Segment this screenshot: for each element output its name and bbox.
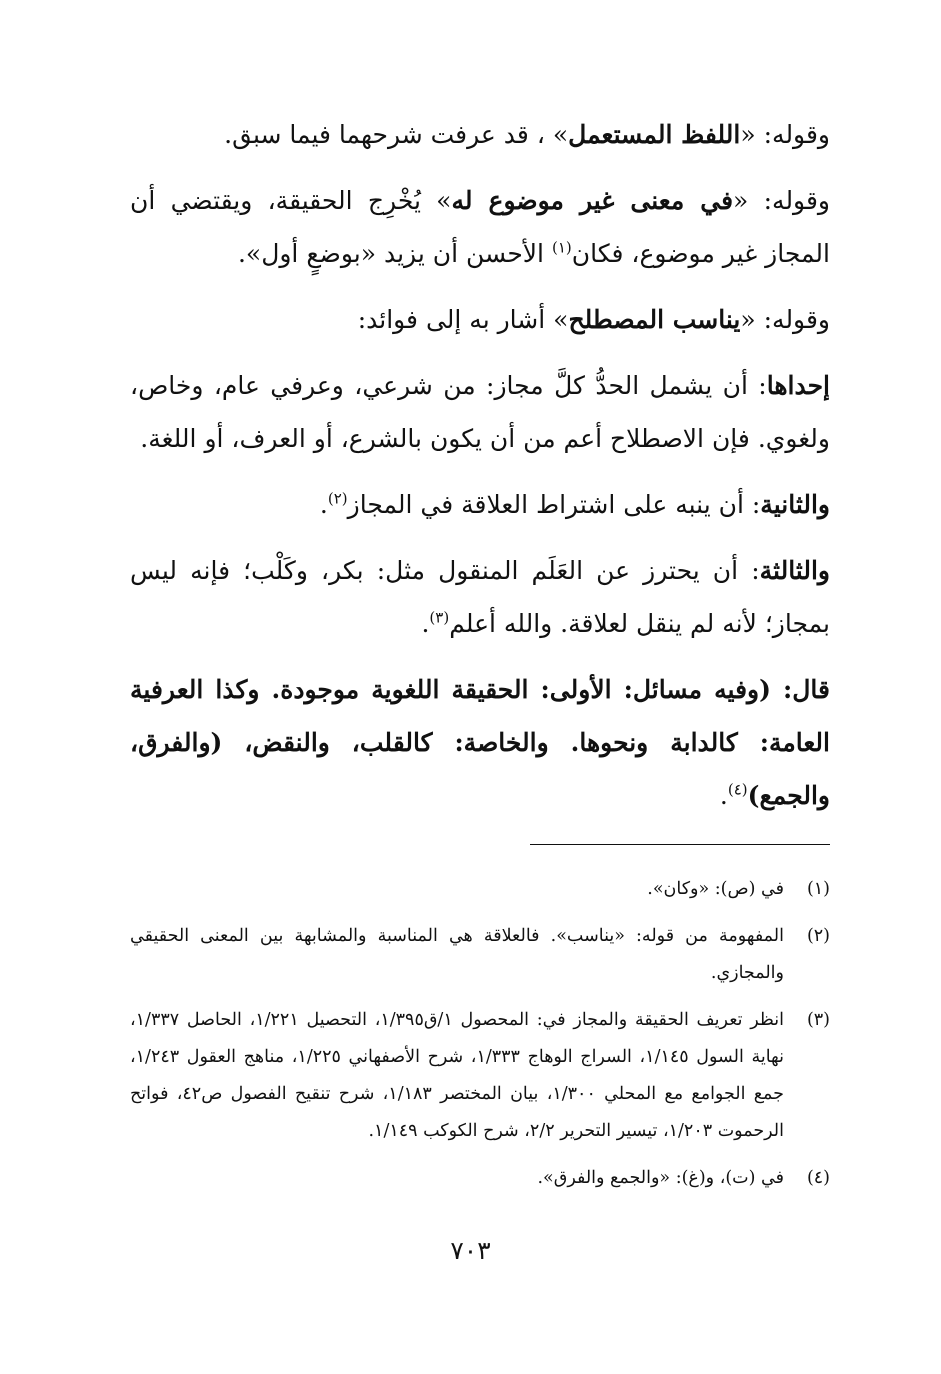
footnote-number: (٤) (806, 1168, 830, 1188)
footnote-4 (130, 1160, 830, 1197)
text-run: : أن يشمل الحدُّ كلَّ مجاز: من شرعي، وعرفي عام، وخاص، ولغوي. فإن الاصطلاح أعم من أن يكون بالشرع، أو العرف، أو اللغة. (130, 371, 830, 453)
footnote-text: في (ت)، و(غ): «والجمع والفرق». (537, 1168, 784, 1188)
paragraph-1 (130, 108, 830, 161)
text-run: الأحسن أن يزيد «بوضعٍ أول». (237, 239, 552, 268)
text-run: » ، قد عرفت شرحهما فيما سبق. (224, 120, 569, 149)
paragraph-4 (130, 359, 830, 465)
text-run: وقوله: « (740, 305, 830, 334)
text-run: : أن ينبه على اشتراط العلاقة في المجاز (347, 490, 761, 519)
footnote-3 (130, 1002, 830, 1150)
bold-text: والثالثة (759, 556, 830, 585)
main-text (130, 108, 830, 822)
footnote-1 (130, 871, 830, 908)
footnote-number: (١) (806, 879, 830, 899)
footnote-text: انظر تعريف الحقيقة والمجاز في: المحصول ١/ق١/٣٩٥، التحصيل ١/٢٢١، الحاصل ١/٣٣٧، نهاية السول ١/١٤٥، السراج الوهاج ١/٣٣٣، شرح الأصفهاني ١/٢٢٥، مناهج العقول ١/٢٤٣، جمع الجوامع مع المحلي ١/٣٠٠، بيان المختصر ١/١٨٣، شرح تنقيح الفصول ص٤٢، فواتح الرحموت ١/٢٠٣، تيسير التحرير ٢/٢، شرح الكوكب ١/١٤٩. (130, 1010, 784, 1141)
footnote-ref: (٢) (327, 489, 348, 508)
bold-text: إحداها (766, 371, 830, 400)
paragraph-6 (130, 544, 830, 650)
text-run: . (421, 609, 430, 638)
paragraph-5 (130, 478, 830, 531)
text-run: . (319, 490, 328, 519)
text-run: : أن يحترز عن العَلَم المنقول مثل: بكر، وكَلْب؛ فإنه ليس بمجاز؛ لأنه لم ينقل لعلاقة. والله أعلم (130, 556, 830, 638)
text-run: وقوله: « (740, 120, 830, 149)
footnote-2 (130, 918, 830, 992)
paragraph-2 (130, 174, 830, 280)
text-run: » أشار به إلى فوائد: (357, 305, 569, 334)
bold-text: والثانية (760, 490, 830, 519)
footnote-number: (٣) (806, 1010, 830, 1030)
footnote-text: في (ص): «وكان». (647, 879, 784, 899)
bold-text: قال: (وفيه مسائل: الأولى: الحقيقة اللغوية موجودة. وكذا العرفية العامة: كالدابة ونحوها. والخاصة: كالقلب، والنقض، (والفرق، والجمع) (130, 675, 830, 810)
text-run: وقوله: « (733, 186, 831, 215)
footnote-separator-wrap (130, 844, 830, 845)
footnote-separator (530, 844, 830, 845)
bold-text: يناسب المصطلح (568, 305, 741, 334)
footnote-ref: (١) (551, 238, 572, 257)
bold-text: اللفظ المستعمل (568, 120, 741, 149)
footnote-text: المفهومة من قوله: «يناسب». فالعلاقة هي المناسبة والمشابهة بين المعنى الحقيقي والمجازي. (130, 926, 784, 983)
text-run: . (719, 781, 728, 810)
paragraph-3 (130, 293, 830, 346)
paragraph-7 (130, 663, 830, 822)
footnote-ref: (٣) (429, 608, 450, 627)
page-body (130, 108, 830, 1207)
footnotes (130, 871, 830, 1197)
page-number: ٧٠٣ (450, 1236, 491, 1265)
footnote-number: (٢) (806, 926, 830, 946)
text-run: » يُخْرِج الحقيقة، ويقتضي أن المجاز غير موضوع، فكان (130, 186, 830, 268)
footnote-ref: (٤) (727, 780, 748, 799)
bold-text: في معنى غير موضوع له (451, 186, 734, 215)
